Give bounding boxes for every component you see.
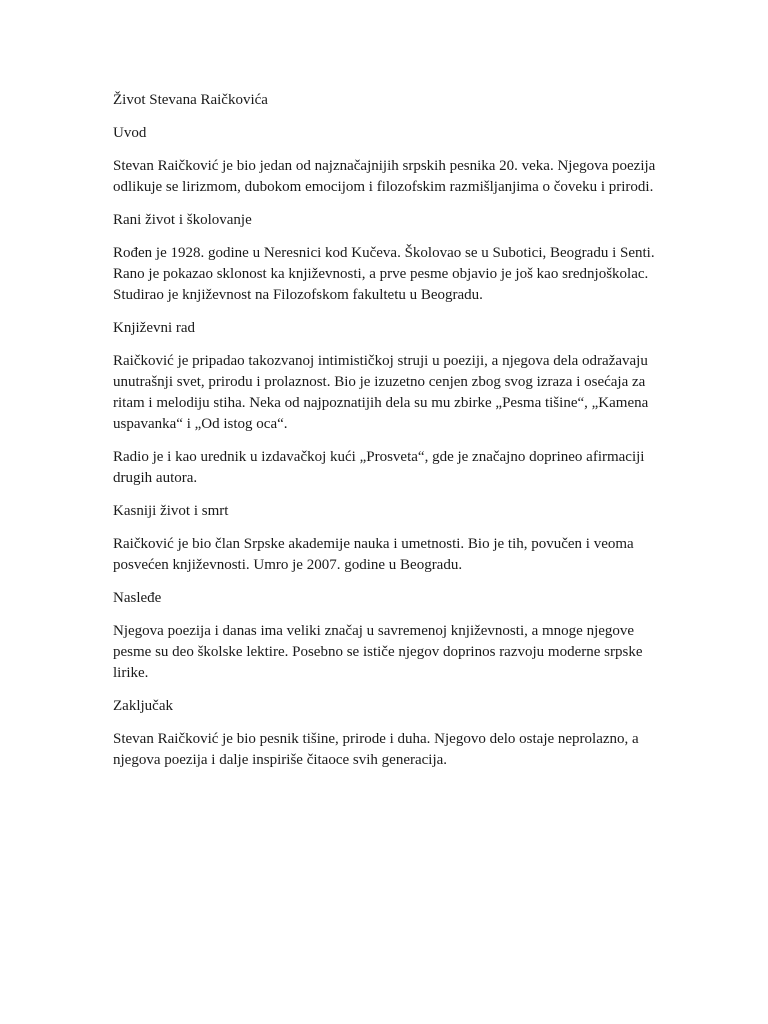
section-heading-uvod: Uvod [113, 125, 147, 141]
section-heading-nasledje: Nasleđe [113, 590, 162, 606]
section-heading-kasniji-zivot: Kasniji život i smrt [113, 503, 229, 519]
paragraph-knjizevni-rad-2: Radio je i kao urednik u izdavačkoj kući „Prosveta“, gde je značajno doprineo afirmaciji drugih autora. [113, 449, 645, 486]
section-heading-rani-zivot: Rani život i školovanje [113, 212, 252, 228]
paragraph-uvod: Stevan Raičković je bio jedan od najznačajnijih srpskih pesnika 20. veka. Njegova poezija odlikuje se lirizmom, dubokom emocijom i filozofskim razmišljanjima o čoveku i prirodi. [113, 158, 656, 195]
paragraph-kasniji-zivot: Raičković je bio član Srpske akademije nauka i umetnosti. Bio je tih, povučen i veoma posvećen književnosti. Umro je 2007. godine u Beogradu. [113, 536, 634, 573]
section-heading-knjizevni-rad: Književni rad [113, 320, 196, 336]
paragraph-rani-zivot: Rođen je 1928. godine u Neresnici kod Kučeva. Školovao se u Subotici, Beogradu i Senti. Rano je pokazao sklonost ka književnosti, a prve pesme objavio je još kao srednjoškolac. Studirao je književnost na Filozofskom fakultetu u Beogradu. [113, 245, 655, 303]
paragraph-zakljucak: Stevan Raičković je bio pesnik tišine, prirode i duha. Njegovo delo ostaje neprolazno, a njegova poezija i dalje inspiriše čitaoce svih generacija. [113, 731, 639, 768]
document-page [113, 90, 658, 783]
paragraph-nasledje: Njegova poezija i danas ima veliki značaj u savremenoj književnosti, a mnoge njegove pesme su deo školske lektire. Posebno se ističe njegov doprinos razvoju moderne srpske lirike. [113, 623, 643, 681]
section-heading-zakljucak: Zaključak [113, 698, 173, 714]
document-title: Život Stevana Raičkovića [113, 92, 268, 108]
paragraph-knjizevni-rad-1: Raičković je pripadao takozvanoj intimističkoj struji u poeziji, a njegova dela odražavaju unutrašnji svet, prirodu i prolaznost. Bio je izuzetno cenjen zbog svog izraza i osećaja za ritam i melodiju stiha. Neka od najpoznatijih dela su mu zbirke „Pesma tišine“, „Kamena uspavanka“ i „Od istog oca“. [113, 353, 649, 432]
